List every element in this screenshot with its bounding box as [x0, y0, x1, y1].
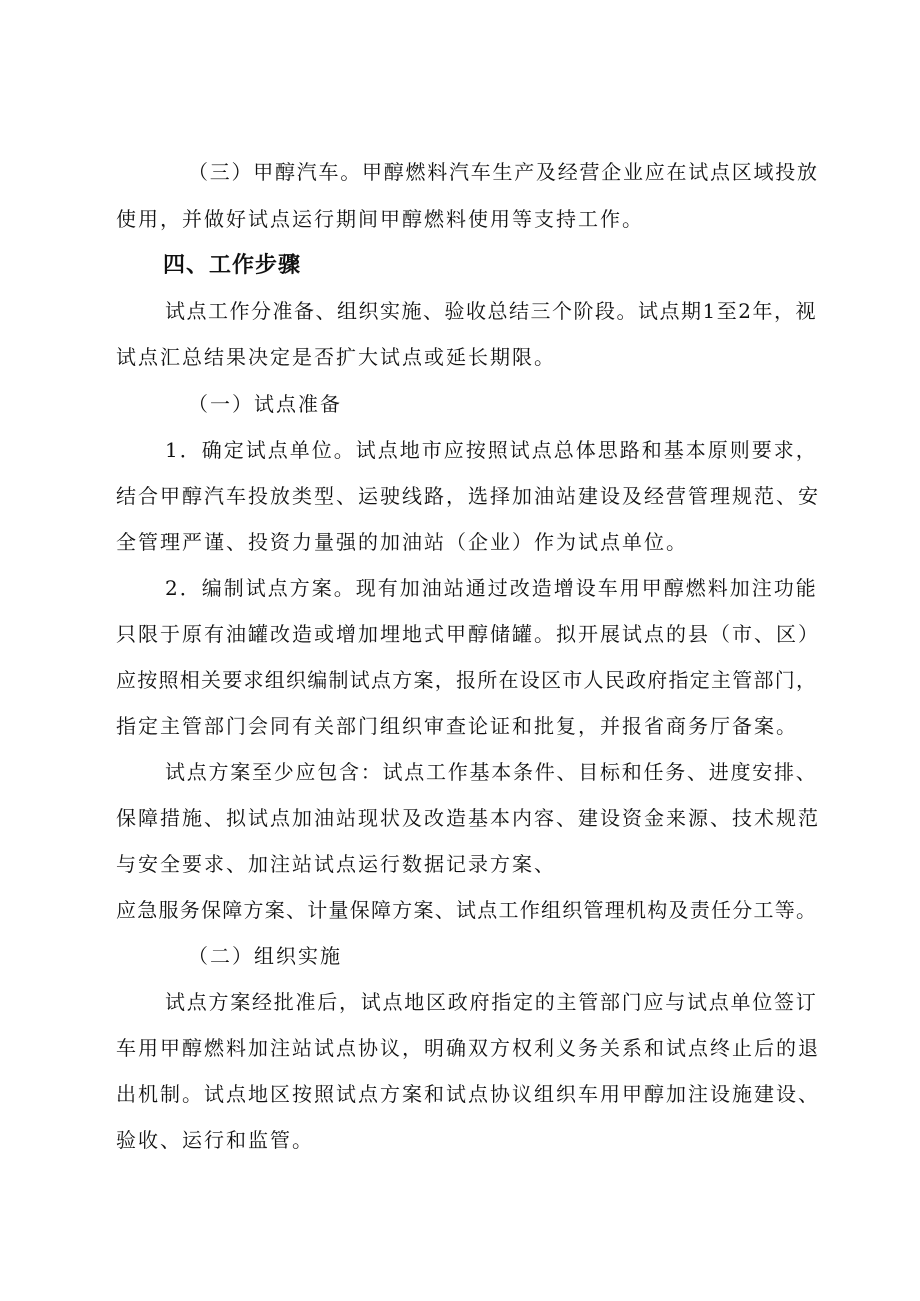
paragraph-line: 2．编制试点方案。现有加油站通过改造增设车用甲醇燃料加注功能 — [165, 576, 818, 600]
paragraph-line: 验收、运行和监管。 — [116, 1128, 314, 1152]
paragraph-line: 指定主管部门会同有关部门组织审查论证和批复，并报省商务厅备案。 — [116, 714, 798, 738]
paragraph-line: 车用甲醇燃料加注站试点协议，明确双方权利义务关系和试点终止后的退 — [116, 1036, 820, 1060]
paragraph-line: 试点方案至少应包含：试点工作基本条件、目标和任务、进度安排、 — [165, 760, 818, 784]
paragraph-line: 试点汇总结果决定是否扩大试点或延长期限。 — [116, 345, 556, 369]
paragraph-line: 只限于原有油罐改造或增加埋地式甲醇储罐。拟开展试点的县（市、区） — [116, 622, 820, 646]
paragraph-line: （三）甲醇汽车。甲醇燃料汽车生产及经营企业应在试点区域投放 — [188, 160, 819, 184]
paragraph-line: 保障措施、拟试点加油站现状及改造基本内容、建设资金来源、技术规范 — [116, 806, 820, 830]
paragraph-line: 出机制。试点地区按照试点方案和试点协议组织车用甲醇加注设施建设、 — [116, 1082, 820, 1106]
paragraph-line: 结合甲醇汽车投放类型、运驶线路，选择加油站建设及经营管理规范、安 — [116, 484, 820, 508]
paragraph-line: 与安全要求、加注站试点运行数据记录方案、 — [116, 852, 556, 876]
paragraph-line: 1．确定试点单位。试点地市应按照试点总体思路和基本原则要求， — [165, 438, 818, 462]
paragraph-line: 全管理严谨、投资力量强的加油站（企业）作为试点单位。 — [116, 530, 688, 554]
paragraph-line: 试点工作分准备、组织实施、验收总结三个阶段。试点期1至2年，视 — [165, 299, 817, 323]
subsection-title: （一）试点准备 — [188, 392, 342, 416]
paragraph-line: 应按照相关要求组织编制试点方案，报所在设区市人民政府指定主管部门， — [116, 668, 818, 692]
paragraph-line: 应急服务保障方案、计量保障方案、试点工作组织管理机构及责任分工等。 — [116, 898, 818, 922]
section-heading: 四、工作步骤 — [163, 253, 302, 278]
paragraph-line: 使用，并做好试点运行期间甲醇燃料使用等支持工作。 — [116, 207, 644, 231]
subsection-title: （二）组织实施 — [188, 944, 342, 968]
paragraph-line: 试点方案经批准后，试点地区政府指定的主管部门应与试点单位签订 — [165, 990, 818, 1014]
